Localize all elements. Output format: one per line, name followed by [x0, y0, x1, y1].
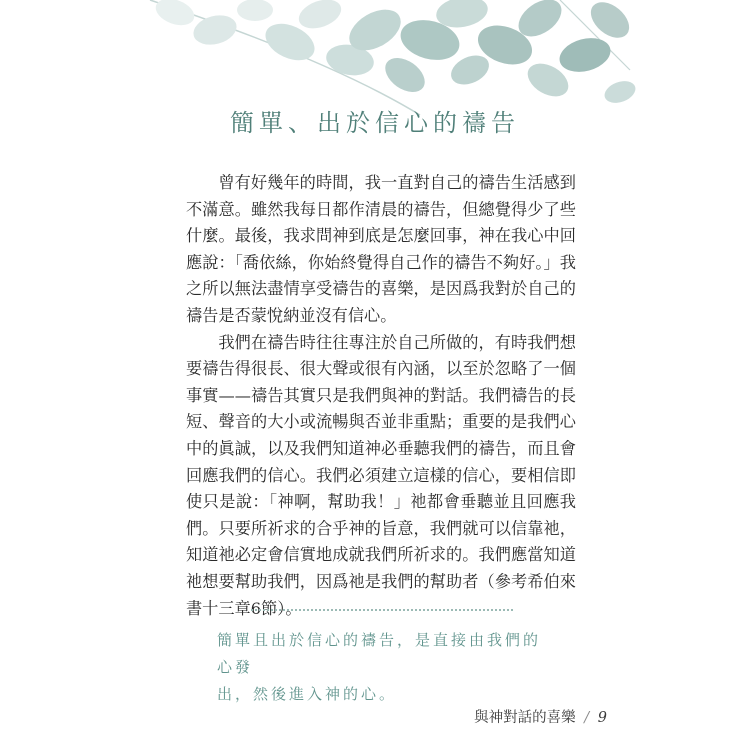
paragraph: 我們在禱告時往往專注於自己所做的，有時我們想要禱告得很長、很大聲或很有內涵，以至於忽略了一個事實——禱告其實只是我們與神的對話。我們禱告的長短、聲音的大小或流暢與否並非重點；重要的是我們心中的眞誠，以及我們知道神必垂聽我們的禱告，而且會回應我們的信心。我們必須建立這樣的信心，要相信即使只是說：「神啊，幫助我！」祂都會垂聽並且回應我們。只要所祈求的合乎神的旨意，我們就可以信靠祂，知道祂必定會信實地成就我們所祈求的。我們應當知道祂想要幫助我們，因爲祂是我們的幫助者（參考希伯來書十三章6節）。 — [186, 332, 576, 618]
page-footer — [474, 706, 607, 727]
footer-separator: / — [584, 710, 590, 726]
dotted-divider — [251, 609, 513, 611]
paragraph: 曾有好幾年的時間，我一直對自己的禱告生活感到不滿意。雖然我每日都作清晨的禱告，但總覺得少了些什麼。最後，我求問神到底是怎麼回事，神在我心中回應說：「喬依絲，你始終覺得自己作的禱告不夠好。」我之所以無法盡情享受禱告的喜樂，是因爲我對於自己的禱告是否蒙悅納並沒有信心。 — [186, 173, 576, 325]
quote-line: 出，然後進入神的心。 — [217, 685, 398, 703]
quote-line: 簡單且出於信心的禱告，是直接由我們的心發 — [217, 631, 542, 676]
page-title: 簡單、出於信心的禱告 — [230, 109, 520, 137]
running-book-title: 與神對話的喜樂 — [474, 710, 576, 726]
body-text — [186, 170, 576, 622]
page-number: 9 — [597, 710, 607, 726]
pull-quote — [217, 627, 547, 708]
